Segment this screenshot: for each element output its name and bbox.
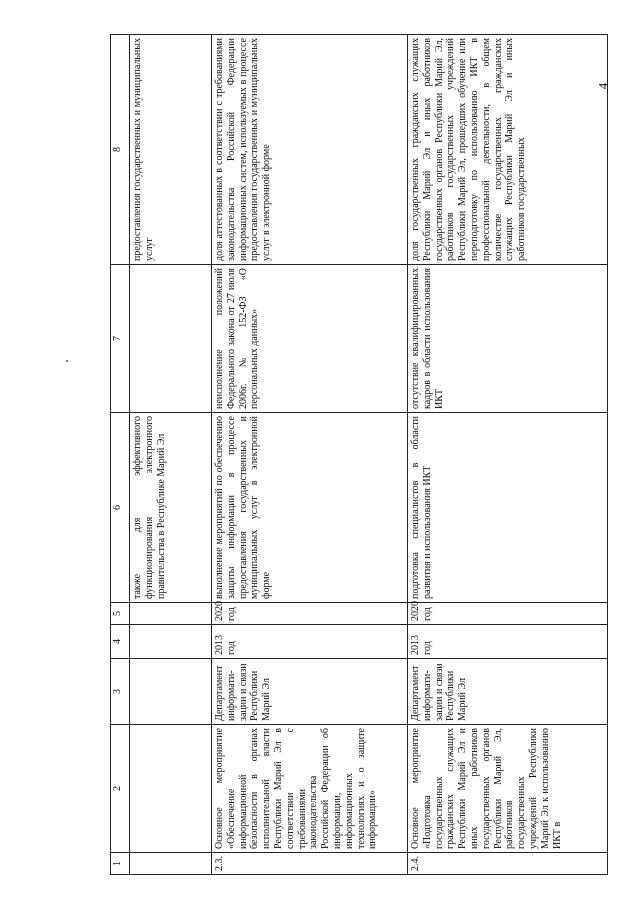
end-year-cell	[130, 603, 212, 625]
column-number: 2	[111, 725, 130, 853]
program-measures-table	[110, 34, 608, 875]
indicator-cell: доля государственных гражданских служащих Республики Марий Эл и иных работников государственных органов Республики Марий Эл, работников государственных учреждений Республики Марий Эл, прошедших обучение или переподготовку по использованию ИКТ в профессиональной деятельности, в общем количестве государственных гражданских служащих Республики Марий Эл и иных работников государственных	[408, 35, 608, 265]
page-number: 4	[595, 82, 611, 90]
expected-result-cell: выполнение мероприятий по обеспечению защиты информации в процессе предоставления государственных и муниципальных услуг в электронной форме	[212, 413, 408, 603]
column-number: 7	[111, 265, 130, 413]
column-number: 8	[111, 35, 130, 265]
executor-cell: Департамент информати-зации и связи Республики Марий Эл	[408, 659, 608, 725]
table-row	[408, 35, 608, 875]
row-number-cell: 2.4.	[408, 853, 608, 875]
table-row	[212, 35, 408, 875]
row-number-cell: 2.3.	[212, 853, 408, 875]
start-year-cell: 2013 год	[212, 625, 408, 659]
executor-cell: Департамент информати-зации и связи Республики Марий Эл	[212, 659, 408, 725]
column-number-row	[111, 35, 130, 875]
measure-cell: Основное мероприятие «Обеспечение информационной безопасности в органах исполнительной власти Республики Марий Эл в соответствии с требованиями законодательства Российской Федерации об информации, информационных технологиях и о защите информации»	[212, 725, 408, 853]
expected-result-cell: подготовка специалистов в области развития и использования ИКТ	[408, 413, 608, 603]
consequences-cell	[130, 265, 212, 413]
end-year-cell: 2020 год	[212, 603, 408, 625]
end-year-cell: 2020 год	[408, 603, 608, 625]
column-number: 4	[111, 625, 130, 659]
executor-cell	[130, 659, 212, 725]
expected-result-cell: также для эффективного функционирования электронного правительства в Республике Марий Эл	[130, 413, 212, 603]
column-number: 1	[111, 853, 130, 875]
column-number: 5	[111, 603, 130, 625]
table-row	[130, 35, 212, 875]
measure-cell	[130, 725, 212, 853]
rotated-table-wrapper	[110, 35, 640, 875]
column-number: 3	[111, 659, 130, 725]
indicator-cell: предоставления государственных и муниципальных услуг	[130, 35, 212, 265]
row-number-cell	[130, 853, 212, 875]
column-number: 6	[111, 413, 130, 603]
start-year-cell: 2013 год	[408, 625, 608, 659]
indicator-cell: доля аттестованных в соответствии с требованиями законодательства Российской Федерации информационных систем, используемых в процессе предоставления государственных и муниципальных услуг в электронной форме	[212, 35, 408, 265]
start-year-cell	[130, 625, 212, 659]
scan-speck	[66, 360, 68, 362]
measure-cell: Основное мероприятие «Подготовка государственных гражданских служащих Республики Марий Эл и иных работников государственных органов Республики Марий Эл, работников государственных учреждений Республики Марий Эл к использованию ИКТ в	[408, 725, 608, 853]
consequences-cell: отсутствие квалифицированных кадров в области использования ИКТ	[408, 265, 608, 413]
consequences-cell: неисполнение положений Федерального закона от 27 июля 2006г. № 152-ФЗ «О персональных данных»	[212, 265, 408, 413]
